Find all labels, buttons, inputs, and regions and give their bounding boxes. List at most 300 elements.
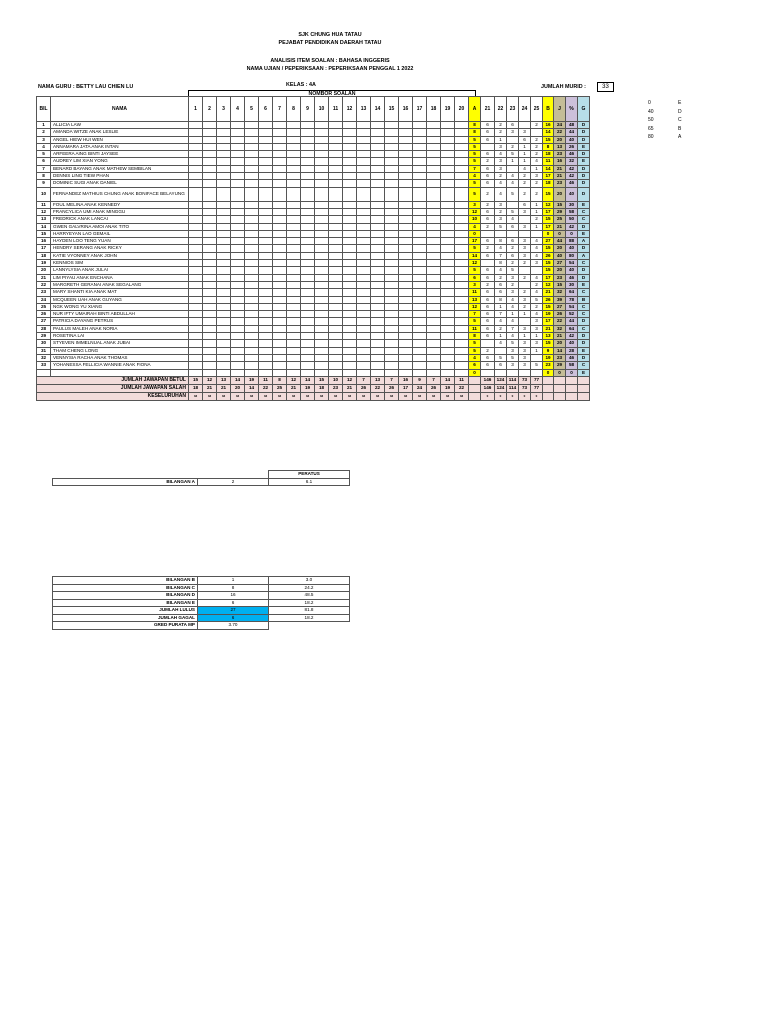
answer-cell xyxy=(385,281,399,288)
answer-cell xyxy=(343,281,357,288)
answer-cell xyxy=(343,325,357,332)
col-j: J xyxy=(554,97,566,122)
answer-cell xyxy=(413,136,427,143)
answer-cell xyxy=(357,201,371,208)
answer-cell xyxy=(259,180,273,187)
answer-cell xyxy=(413,333,427,340)
answer-cell xyxy=(315,143,329,150)
answer-cell xyxy=(441,369,455,376)
answer-cell xyxy=(203,274,217,281)
score-b-part: 2 xyxy=(481,347,495,354)
answer-cell xyxy=(413,180,427,187)
col-q19: 19 xyxy=(441,97,455,122)
answer-cell xyxy=(455,201,469,208)
score-total: 20 xyxy=(554,187,566,201)
answer-cell xyxy=(357,158,371,165)
summary-count: 27 xyxy=(198,607,269,615)
summary-a-blank xyxy=(53,471,198,479)
answer-cell xyxy=(399,216,413,223)
salah-cell: 22 xyxy=(371,384,385,392)
answer-cell xyxy=(371,369,385,376)
answer-cell xyxy=(399,129,413,136)
score-a: 12 xyxy=(469,208,481,215)
answer-cell xyxy=(329,362,343,369)
summary-label: BILANGAN E xyxy=(53,599,198,607)
answer-cell xyxy=(259,208,273,215)
score-total: 13 xyxy=(554,143,566,150)
salah-empty xyxy=(566,384,578,392)
answer-cell xyxy=(245,208,259,215)
score-b-total: 15 xyxy=(543,267,554,274)
summary-label: BILANGAN B xyxy=(53,577,198,585)
table-row xyxy=(37,201,590,208)
betul-cell: 7 xyxy=(357,376,371,384)
betul-b-cell: 146 xyxy=(481,376,495,384)
score-b-part: 6 xyxy=(481,311,495,318)
answer-cell xyxy=(259,187,273,201)
score-total: 22 xyxy=(554,318,566,325)
betul-cell: 7 xyxy=(427,376,441,384)
answer-cell xyxy=(189,245,203,252)
answer-cell xyxy=(427,158,441,165)
answer-cell xyxy=(217,333,231,340)
answer-cell xyxy=(245,267,259,274)
score-b-part: 1 xyxy=(531,223,543,230)
keseluruhan-empty xyxy=(566,392,578,400)
score-grade: C xyxy=(578,362,590,369)
answer-cell xyxy=(371,318,385,325)
score-b-part: 4 xyxy=(531,289,543,296)
answer-cell xyxy=(441,151,455,158)
score-total: 39 xyxy=(554,296,566,303)
answer-cell xyxy=(329,245,343,252)
score-b-part: 4 xyxy=(531,238,543,245)
answer-cell xyxy=(343,267,357,274)
answer-cell xyxy=(371,158,385,165)
table-row xyxy=(37,208,590,215)
keseluruhan-cell: 33 xyxy=(217,392,231,400)
salah-cell: 26 xyxy=(385,384,399,392)
table-row xyxy=(37,311,590,318)
score-b-total: 11 xyxy=(543,158,554,165)
answer-cell xyxy=(343,354,357,361)
answer-cell xyxy=(231,180,245,187)
answer-cell xyxy=(371,180,385,187)
keseluruhan-cell: 33 xyxy=(343,392,357,400)
score-b-part: 3 xyxy=(519,245,531,252)
answer-cell xyxy=(399,311,413,318)
score-b-part: 4 xyxy=(531,274,543,281)
legend-grade: B xyxy=(678,125,682,132)
answer-cell xyxy=(245,340,259,347)
answer-cell xyxy=(343,289,357,296)
answer-cell xyxy=(399,274,413,281)
answer-cell xyxy=(371,347,385,354)
score-grade: C xyxy=(578,260,590,267)
score-total: 25 xyxy=(554,216,566,223)
answer-cell xyxy=(189,216,203,223)
answer-cell xyxy=(329,173,343,180)
answer-cell xyxy=(189,347,203,354)
summary-row xyxy=(53,577,350,585)
answer-cell xyxy=(343,252,357,259)
score-b-part: 5 xyxy=(507,267,519,274)
score-b-part: 5 xyxy=(507,340,519,347)
score-a: 4 xyxy=(469,354,481,361)
answer-cell xyxy=(259,129,273,136)
score-percent: 46 xyxy=(566,151,578,158)
answer-cell xyxy=(441,260,455,267)
answer-cell xyxy=(413,208,427,215)
answer-cell xyxy=(329,311,343,318)
score-percent: 40 xyxy=(566,245,578,252)
score-b-part: 2 xyxy=(481,201,495,208)
answer-cell xyxy=(343,274,357,281)
answer-cell xyxy=(287,238,301,245)
answer-cell xyxy=(329,180,343,187)
answer-cell xyxy=(413,267,427,274)
answer-cell xyxy=(203,122,217,129)
answer-cell xyxy=(189,151,203,158)
score-b-part: 6 xyxy=(481,325,495,332)
answer-cell xyxy=(259,311,273,318)
legend-score: 65 xyxy=(648,125,654,132)
answer-cell xyxy=(259,325,273,332)
answer-cell xyxy=(217,129,231,136)
answer-cell xyxy=(231,281,245,288)
col-q9: 9 xyxy=(301,97,315,122)
score-grade: D xyxy=(578,129,590,136)
score-b-part: 2 xyxy=(531,216,543,223)
answer-cell xyxy=(301,216,315,223)
score-grade: D xyxy=(578,354,590,361)
answer-cell xyxy=(259,223,273,230)
score-grade: D xyxy=(578,187,590,201)
score-a: 0 xyxy=(469,230,481,237)
answer-cell xyxy=(245,216,259,223)
score-b-part: 4 xyxy=(519,165,531,172)
answer-cell xyxy=(357,369,371,376)
summary-a-row xyxy=(53,478,350,486)
answer-cell xyxy=(287,122,301,129)
table-row xyxy=(37,267,590,274)
score-b-part: 2 xyxy=(531,281,543,288)
answer-cell xyxy=(455,180,469,187)
answer-cell xyxy=(399,252,413,259)
student-name: LANNYLYSIA ANAK JULAI xyxy=(51,267,189,274)
answer-cell xyxy=(287,129,301,136)
answer-cell xyxy=(217,347,231,354)
salah-cell: 18 xyxy=(315,384,329,392)
score-b-part: 7 xyxy=(495,311,507,318)
betul-b-cell: 73 xyxy=(519,376,531,384)
summary-row xyxy=(53,622,350,630)
score-percent: 52 xyxy=(566,311,578,318)
answer-cell xyxy=(189,303,203,310)
answer-cell xyxy=(413,347,427,354)
answer-cell xyxy=(441,208,455,215)
answer-cell xyxy=(385,274,399,281)
answer-cell xyxy=(273,223,287,230)
answer-cell xyxy=(385,158,399,165)
answer-cell xyxy=(357,223,371,230)
score-percent: 32 xyxy=(566,158,578,165)
table-row-empty xyxy=(37,369,590,376)
student-bil: 26 xyxy=(37,311,51,318)
summary-percent: 18.2 xyxy=(269,599,350,607)
answer-cell xyxy=(385,143,399,150)
student-name: YOHANESSA FELLICIA WANNIE ANAK FIONA xyxy=(51,362,189,369)
answer-cell xyxy=(301,158,315,165)
score-b-part: 1 xyxy=(507,158,519,165)
answer-cell xyxy=(189,201,203,208)
answer-cell xyxy=(273,267,287,274)
answer-cell xyxy=(385,122,399,129)
answer-cell xyxy=(371,187,385,201)
answer-cell xyxy=(217,340,231,347)
answer-cell xyxy=(441,311,455,318)
answer-cell xyxy=(329,318,343,325)
answer-cell xyxy=(441,187,455,201)
score-a: 17 xyxy=(469,238,481,245)
salah-b-cell: 77 xyxy=(531,384,543,392)
answer-cell xyxy=(455,245,469,252)
col-q16: 16 xyxy=(399,97,413,122)
answer-cell xyxy=(259,122,273,129)
score-grade: D xyxy=(578,245,590,252)
answer-cell xyxy=(259,303,273,310)
col-q5: 5 xyxy=(245,97,259,122)
col-q18: 18 xyxy=(427,97,441,122)
score-b-part: 2 xyxy=(495,122,507,129)
keseluruhan-cell: 33 xyxy=(273,392,287,400)
answer-cell xyxy=(399,158,413,165)
answer-cell xyxy=(413,296,427,303)
score-b-part: 3 xyxy=(507,274,519,281)
summary-row xyxy=(53,599,350,607)
answer-cell xyxy=(329,281,343,288)
answer-cell xyxy=(399,362,413,369)
score-a: 8 xyxy=(469,129,481,136)
answer-cell xyxy=(357,340,371,347)
answer-cell xyxy=(301,136,315,143)
score-grade: C xyxy=(578,311,590,318)
score-percent: 44 xyxy=(566,318,578,325)
score-b-part: 1 xyxy=(519,158,531,165)
answer-cell xyxy=(441,201,455,208)
answer-cell xyxy=(217,122,231,129)
answer-cell xyxy=(413,325,427,332)
answer-cell xyxy=(385,252,399,259)
answer-cell xyxy=(189,311,203,318)
answer-cell xyxy=(427,303,441,310)
answer-cell xyxy=(385,318,399,325)
score-b-part: 2 xyxy=(507,245,519,252)
score-b-part: 6 xyxy=(507,223,519,230)
answer-cell xyxy=(245,143,259,150)
score-a: 10 xyxy=(469,216,481,223)
answer-cell xyxy=(413,143,427,150)
salah-empty xyxy=(554,384,566,392)
score-b-part: 4 xyxy=(531,311,543,318)
student-bil: 5 xyxy=(37,151,51,158)
answer-cell xyxy=(259,289,273,296)
student-name: KENNIOS SIM xyxy=(51,260,189,267)
student-name: HARRYEYAN LAO GEMAIL xyxy=(51,230,189,237)
score-b-part xyxy=(519,122,531,129)
score-b-part: 6 xyxy=(481,180,495,187)
answer-cell xyxy=(427,311,441,318)
score-b-part: 4 xyxy=(495,245,507,252)
answer-cell xyxy=(441,318,455,325)
answer-cell xyxy=(455,340,469,347)
answer-cell xyxy=(427,296,441,303)
answer-cell xyxy=(189,173,203,180)
salah-b-cell: 146 xyxy=(481,384,495,392)
legend-score: 40 xyxy=(648,108,654,115)
answer-cell xyxy=(427,333,441,340)
score-b-part: 3 xyxy=(507,129,519,136)
answer-cell xyxy=(301,311,315,318)
answer-cell xyxy=(315,281,329,288)
answer-cell xyxy=(259,333,273,340)
score-b-part: 3 xyxy=(507,289,519,296)
keseluruhan-b-cell: 0 xyxy=(507,392,519,400)
score-total: 29 xyxy=(554,208,566,215)
score-b-part: 6 xyxy=(481,252,495,259)
answer-cell xyxy=(273,354,287,361)
answer-cell xyxy=(329,289,343,296)
score-b-part: 2 xyxy=(495,325,507,332)
score-total: 22 xyxy=(554,129,566,136)
keseluruhan-b-cell: 0 xyxy=(481,392,495,400)
answer-cell xyxy=(385,245,399,252)
table-row xyxy=(37,216,590,223)
betul-cell: 11 xyxy=(455,376,469,384)
student-name: PATRICIA DAYANG PETRUS xyxy=(51,318,189,325)
score-grade: C xyxy=(578,303,590,310)
score-b-part: 4 xyxy=(495,267,507,274)
score-total: 29 xyxy=(554,362,566,369)
score-b-part: 5 xyxy=(507,208,519,215)
col-b24: 24 xyxy=(519,97,531,122)
answer-cell xyxy=(399,296,413,303)
answer-cell xyxy=(343,333,357,340)
answer-cell xyxy=(371,303,385,310)
answer-cell xyxy=(427,216,441,223)
score-b-total: 15 xyxy=(543,136,554,143)
answer-cell xyxy=(203,281,217,288)
answer-cell xyxy=(455,289,469,296)
answer-cell xyxy=(259,216,273,223)
answer-cell xyxy=(441,325,455,332)
answer-cell xyxy=(217,296,231,303)
answer-cell xyxy=(189,260,203,267)
answer-cell xyxy=(259,158,273,165)
answer-cell xyxy=(455,158,469,165)
summary-label: BILANGAN D xyxy=(53,592,198,600)
answer-cell xyxy=(203,129,217,136)
score-percent: 46 xyxy=(566,180,578,187)
score-a: 12 xyxy=(469,303,481,310)
legend-score: 0 xyxy=(648,100,651,106)
score-b-part: 6 xyxy=(507,238,519,245)
answer-cell xyxy=(273,230,287,237)
summary-percent: 24.2 xyxy=(269,584,350,592)
score-b-part: 6 xyxy=(481,151,495,158)
student-bil: 8 xyxy=(37,173,51,180)
answer-cell xyxy=(371,260,385,267)
table-row xyxy=(37,151,590,158)
answer-cell xyxy=(455,173,469,180)
answer-cell xyxy=(371,208,385,215)
score-b-part: 4 xyxy=(507,180,519,187)
answer-cell xyxy=(343,347,357,354)
score-b-part: 2 xyxy=(531,122,543,129)
betul-b-cell: 124 xyxy=(495,376,507,384)
score-b-total: 26 xyxy=(543,252,554,259)
answer-cell xyxy=(217,165,231,172)
answer-cell xyxy=(441,129,455,136)
answer-cell xyxy=(371,325,385,332)
answer-cell xyxy=(455,122,469,129)
student-rows xyxy=(37,122,590,377)
answer-cell xyxy=(217,354,231,361)
score-grade: E xyxy=(578,230,590,237)
answer-cell xyxy=(357,296,371,303)
answer-cell xyxy=(259,369,273,376)
score-b-part: 8 xyxy=(495,296,507,303)
score-b-part: 4 xyxy=(507,318,519,325)
score-b-part: 6 xyxy=(481,296,495,303)
score-total: 20 xyxy=(554,340,566,347)
score-a: 4 xyxy=(469,223,481,230)
score-b-part: 2 xyxy=(519,187,531,201)
answer-cell xyxy=(371,311,385,318)
score-grade: E xyxy=(578,369,590,376)
answer-cell xyxy=(413,281,427,288)
col-percent: % xyxy=(566,97,578,122)
answer-cell xyxy=(399,303,413,310)
salah-cell: 22 xyxy=(259,384,273,392)
answer-cell xyxy=(413,245,427,252)
student-bil: 2 xyxy=(37,129,51,136)
answer-cell xyxy=(455,333,469,340)
score-b-part: 1 xyxy=(519,151,531,158)
answer-cell xyxy=(203,238,217,245)
answer-cell xyxy=(287,311,301,318)
answer-cell xyxy=(301,223,315,230)
score-a: 5 xyxy=(469,187,481,201)
summary-label: JUMLAH LULUS xyxy=(53,607,198,615)
score-a: 6 xyxy=(469,274,481,281)
student-name: HAYDEN LOO TENG YUAN xyxy=(51,238,189,245)
answer-cell xyxy=(371,362,385,369)
score-grade: C xyxy=(578,289,590,296)
score-b-part xyxy=(531,129,543,136)
betul-cell: 19 xyxy=(245,376,259,384)
answer-cell xyxy=(357,318,371,325)
answer-cell xyxy=(189,252,203,259)
answer-cell xyxy=(203,143,217,150)
student-name: FOUL MELINA ANAK KENNEDY xyxy=(51,201,189,208)
score-b-part: 6 xyxy=(507,122,519,129)
betul-label: JUMLAH JAWAPAN BETUL xyxy=(37,376,189,384)
keseluruhan-cell: 33 xyxy=(301,392,315,400)
answer-cell xyxy=(259,230,273,237)
answer-cell xyxy=(287,325,301,332)
answer-cell xyxy=(203,216,217,223)
